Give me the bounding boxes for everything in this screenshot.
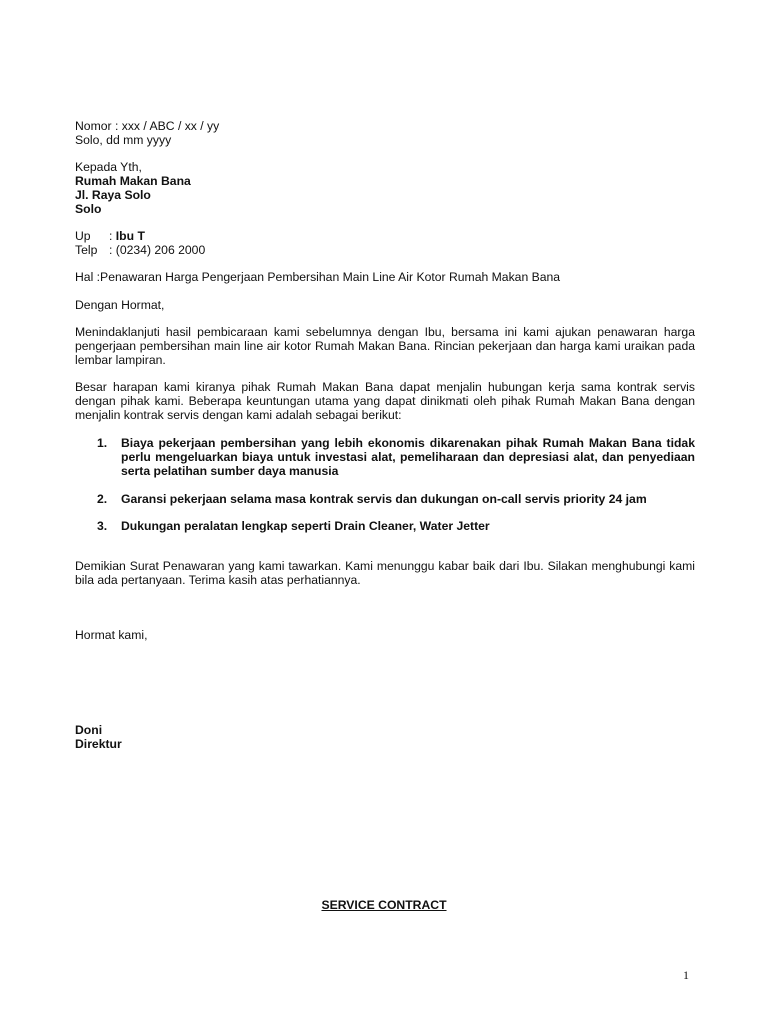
salutation: Dengan Hormat, (75, 298, 165, 312)
list-item-number: 3. (97, 519, 108, 533)
recipient-city: Solo (75, 202, 102, 216)
signature-block (75, 723, 695, 751)
attention-label: Up (75, 229, 91, 243)
attention-line (75, 229, 695, 243)
phone-line (75, 243, 695, 257)
list-item-text: Dukungan peralatan lengkap seperti Drain Cleaner, Water Jetter (121, 519, 490, 533)
recipient-greeting: Kepada Yth, (75, 160, 142, 174)
list-item-number: 1. (97, 436, 108, 450)
section-title: SERVICE CONTRACT (321, 898, 447, 912)
list-item-number: 2. (97, 492, 108, 506)
paragraph-benefits-intro: Besar harapan kami kiranya pihak Rumah Makan Bana dapat menjalin hubungan kerja sama kontrak servis dengan pihak kami. Beberapa keuntungan utama yang dapat dinikmati oleh pihak Rumah Makan Bana dengan menjalin kontrak servis dengan kami adalah sebagai berikut: (75, 380, 695, 422)
closing-greeting: Hormat kami, (75, 628, 148, 642)
attention-separator: : (109, 229, 113, 243)
recipient-block (75, 160, 695, 216)
paragraph-intro: Menindaklanjuti hasil pembicaraan kami sebelumnya dengan Ibu, bersama ini kami ajukan penawaran harga pengerjaan pembersihan main line air kotor Rumah Makan Bana. Rincian pekerjaan dan harga kami uraikan pada lembar lampiran. (75, 325, 695, 367)
subject-line: Hal :Penawaran Harga Pengerjaan Pembersihan Main Line Air Kotor Rumah Makan Bana (75, 270, 561, 284)
recipient-street: Jl. Raya Solo (75, 188, 151, 202)
signer-name: Doni (75, 723, 103, 737)
closing-paragraph: Demikian Surat Penawaran yang kami tawarkan. Kami menunggu kabar baik dari Ibu. Silakan menghubungi kami bila ada pertanyaan. Terima kasih atas perhatiannya. (75, 559, 695, 587)
list-item (97, 436, 695, 478)
letter-header (75, 119, 695, 147)
page-number: 1 (683, 968, 689, 982)
phone-label: Telp (75, 243, 98, 257)
phone-value: : (0234) 206 2000 (109, 243, 206, 257)
signer-title: Direktur (75, 737, 122, 751)
contact-block (75, 229, 695, 257)
list-item (97, 492, 695, 506)
list-item-text: Garansi pekerjaan selama masa kontrak servis dan dukungan on-call servis priority 24 jam (121, 492, 647, 506)
letter-number: Nomor : xxx / ABC / xx / yy (75, 119, 220, 133)
benefits-list (97, 436, 695, 533)
list-item (97, 519, 695, 533)
place-date: Solo, dd mm yyyy (75, 133, 172, 147)
attention-value: Ibu T (115, 229, 145, 243)
recipient-name: Rumah Makan Bana (75, 174, 191, 188)
list-item-text: Biaya pekerjaan pembersihan yang lebih ekonomis dikarenakan pihak Rumah Makan Bana tidak perlu mengeluarkan biaya untuk investasi alat, pemeliharaan dan depresiasi alat, dan penyediaan serta pelatihan sumber daya manusia (121, 436, 695, 478)
